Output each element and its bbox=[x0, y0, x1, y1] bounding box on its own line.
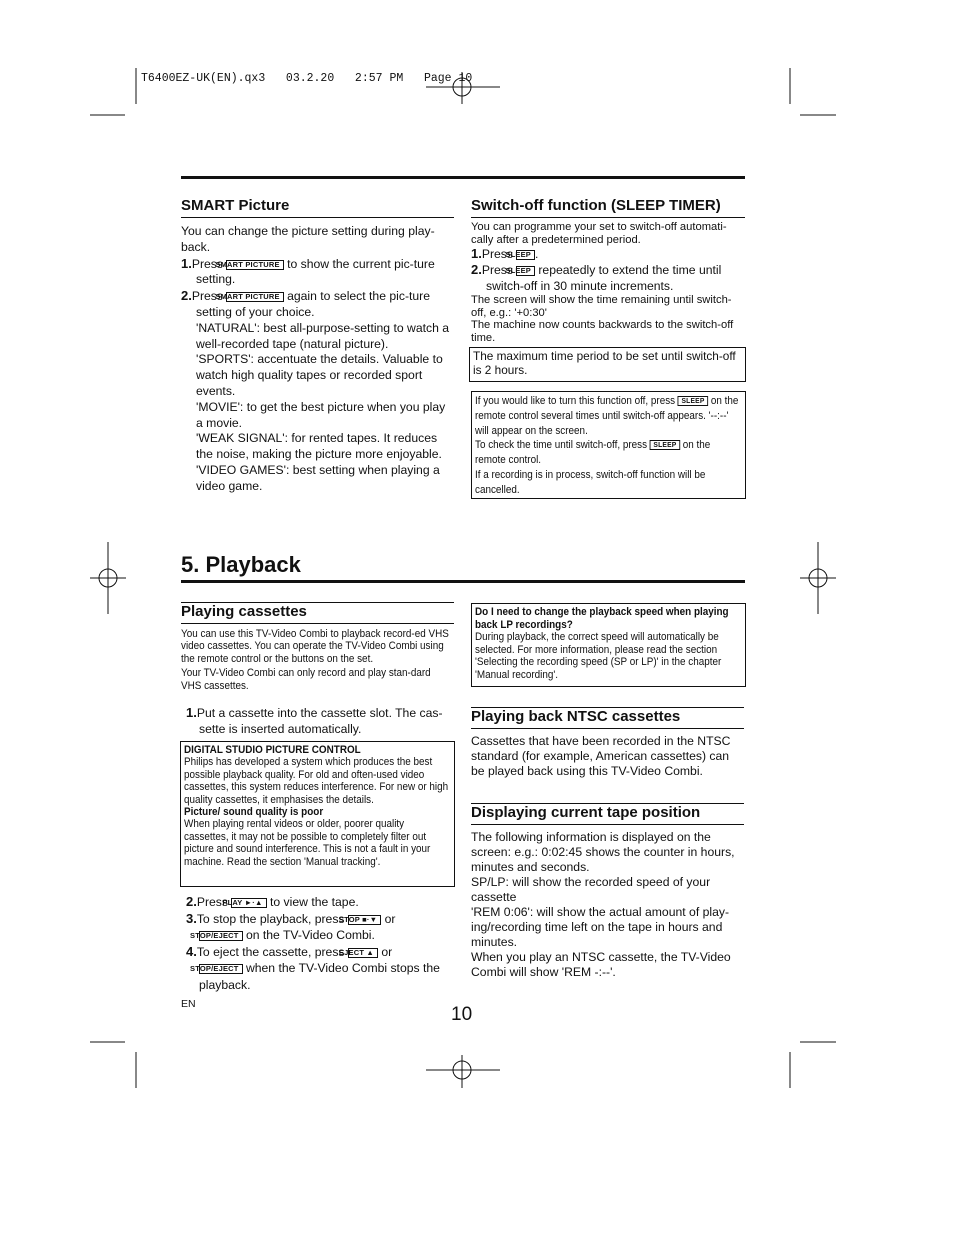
lp-speed-title: Do I need to change the playback speed when playing back LP recordings? bbox=[475, 606, 729, 631]
sleep-max-box: The maximum time period to be set until switch-off is 2 hours. bbox=[469, 347, 746, 382]
top-rule bbox=[181, 176, 745, 179]
chapter-rule bbox=[181, 580, 745, 583]
smart-title-rule bbox=[181, 217, 454, 218]
playing-step-2: 2.Press PLAY ►·▲ to view the tape. bbox=[186, 894, 359, 909]
tapepos-title-rule bbox=[471, 824, 744, 825]
page-number: 10 bbox=[451, 1004, 473, 1025]
sleep-button: SLEEP bbox=[678, 396, 708, 406]
sleep-step-1: 1.Press SLEEP . bbox=[471, 246, 539, 262]
lp-speed-box bbox=[471, 603, 746, 687]
sleep-button: SLEEP bbox=[516, 250, 535, 260]
poor-quality-title: Picture/ sound quality is poor bbox=[184, 806, 324, 819]
option-video-games: 'VIDEO GAMES': best setting when playing a video game. bbox=[196, 462, 440, 493]
sleep-button: SLEEP bbox=[516, 266, 535, 276]
playing-intro bbox=[181, 628, 453, 692]
sleep-note-1: The screen will show the time remaining until switch-off, e.g.: '+0:30' bbox=[471, 294, 732, 319]
option-sports: 'SPORTS': accentuate the details. Valuable to watch high quality tapes or recorded sport events. bbox=[196, 352, 443, 398]
playing-step-4: 4.To eject the cassette, press EJECT ▲ or STOP/EJECT when the TV-Video Combi stops the playback. bbox=[186, 943, 440, 992]
lp-speed-text: During playback, the correct speed will automatically be selected. For more information, please read the section 'Selecting the recording speed (SP or LP)' in the chapter 'Manual recording'. bbox=[475, 631, 722, 681]
sleep-button: SLEEP bbox=[650, 440, 680, 450]
tape-position-p4: When you play an NTSC cassette, the TV-Video Combi will show 'REM -:--'. bbox=[471, 950, 731, 979]
playing-cassettes-title: Playing cassettes bbox=[181, 603, 307, 620]
playing-intro-2: Your TV-Video Combi can only record and play stan-dard VHS cassettes. bbox=[181, 667, 431, 692]
tape-position-p2: SP/LP: will show the recorded speed of your cassette bbox=[471, 875, 711, 904]
dspc-text: Philips has developed a system which produces the best possible playback quality. For old and often-used video cassettes, this system reduces interference. For new or high quality cassettes, it emphasises the details. bbox=[184, 756, 449, 806]
dspc-box bbox=[180, 741, 455, 887]
playing-title-rule-bottom bbox=[181, 623, 454, 624]
tape-position-title: Displaying current tape position bbox=[471, 804, 701, 821]
smart-step-2: 2.Press SMART PICTURE again to select the pic-ture setting of your choice. bbox=[181, 288, 431, 319]
smart-picture-button: SMART PICTURE bbox=[226, 292, 283, 302]
sleep-step-2: 2.Press SLEEP repeatedly to extend the time until switch-off in 30 minute increments. bbox=[471, 262, 722, 294]
sleep-note-2: The machine now counts backwards to the switch-off time. bbox=[471, 319, 734, 344]
sleep-intro: You can programme your set to switch-off automati-cally after a predetermined period. bbox=[471, 221, 727, 246]
option-natural: 'NATURAL': best all-purpose-setting to watch a well-recorded tape (natural picture). bbox=[196, 320, 450, 351]
option-weak-signal: 'WEAK SIGNAL': for rented tapes. It reduces the noise, making the picture more enjoyable. bbox=[196, 431, 442, 462]
tape-position-body bbox=[471, 830, 745, 980]
smart-picture-body bbox=[181, 224, 451, 495]
smart-step-1: 1.Press SMART PICTURE to show the current pic-ture setting. bbox=[181, 255, 435, 287]
sleep-timer-body bbox=[471, 221, 746, 345]
sleep-info-box: If you would like to turn this function off, press SLEEP on the remote control several times until switch-off appears. '--:--' will appear on the screen. To check the time until switch-off, press SLEEP on the remote control. If a recording is in process, switch-off function will be cancelled. bbox=[471, 391, 746, 499]
smart-picture-title: SMART Picture bbox=[181, 197, 290, 214]
playing-step-1: 1.Put a cassette into the cassette slot. The cas-sette is inserted automatically. bbox=[186, 705, 443, 736]
stop-button: STOP ■·▼ bbox=[348, 915, 381, 925]
poor-quality-text: When playing rental videos or older, poorer quality cassettes, it may not be possible to completely filter out picture and sound interference. This is not a fault in your machine. Read the section 'Manual tracking'. bbox=[184, 818, 431, 868]
sleep-title-rule bbox=[471, 217, 745, 218]
playing-intro-1: You can use this TV-Video Combi to playback record-ed VHS video cassettes. You can operate the TV-Video Combi using the remote control or the buttons on the set. bbox=[181, 628, 449, 665]
stop-eject-button: STOP/EJECT bbox=[199, 964, 243, 974]
chapter-title: 5. Playback bbox=[181, 552, 301, 577]
playing-steps-2-4 bbox=[186, 894, 452, 993]
tape-position-p1: The following information is displayed on the screen: e.g.: 0:02:45 shows the counter in hours, minutes and seconds. bbox=[471, 830, 735, 874]
ntsc-text: Cassettes that have been recorded in the NTSC standard (for example, American cassettes) can be played back using this TV-Video Combi. bbox=[471, 734, 731, 778]
eject-button: EJECT ▲ bbox=[348, 948, 378, 958]
smart-intro: You can change the picture setting during play-back. bbox=[181, 224, 435, 254]
ntsc-title-rule bbox=[471, 728, 744, 729]
play-button: PLAY ►·▲ bbox=[231, 898, 266, 908]
playing-step-3: 3.To stop the playback, press STOP ■·▼ or STOP/EJECT on the TV-Video Combi. bbox=[186, 910, 396, 942]
sleep-timer-title: Switch-off function (SLEEP TIMER) bbox=[471, 197, 721, 214]
printer-slug: T6400EZ-UK(EN).qx3 03.2.20 2:57 PM Page 10 bbox=[141, 72, 473, 85]
dspc-title: DIGITAL STUDIO PICTURE CONTROL bbox=[184, 744, 361, 756]
ntsc-title: Playing back NTSC cassettes bbox=[471, 708, 681, 725]
playing-title-rule bbox=[181, 602, 454, 603]
tape-position-p3: 'REM 0:06': will show the actual amount of play-ing/recording time left on the tape in hours and minutes. bbox=[471, 905, 730, 949]
option-movie: 'MOVIE': to get the best picture when you play a movie. bbox=[196, 399, 446, 430]
language-code: EN bbox=[181, 998, 196, 1010]
stop-eject-button: STOP/EJECT bbox=[199, 931, 243, 941]
smart-picture-button: SMART PICTURE bbox=[226, 260, 283, 270]
